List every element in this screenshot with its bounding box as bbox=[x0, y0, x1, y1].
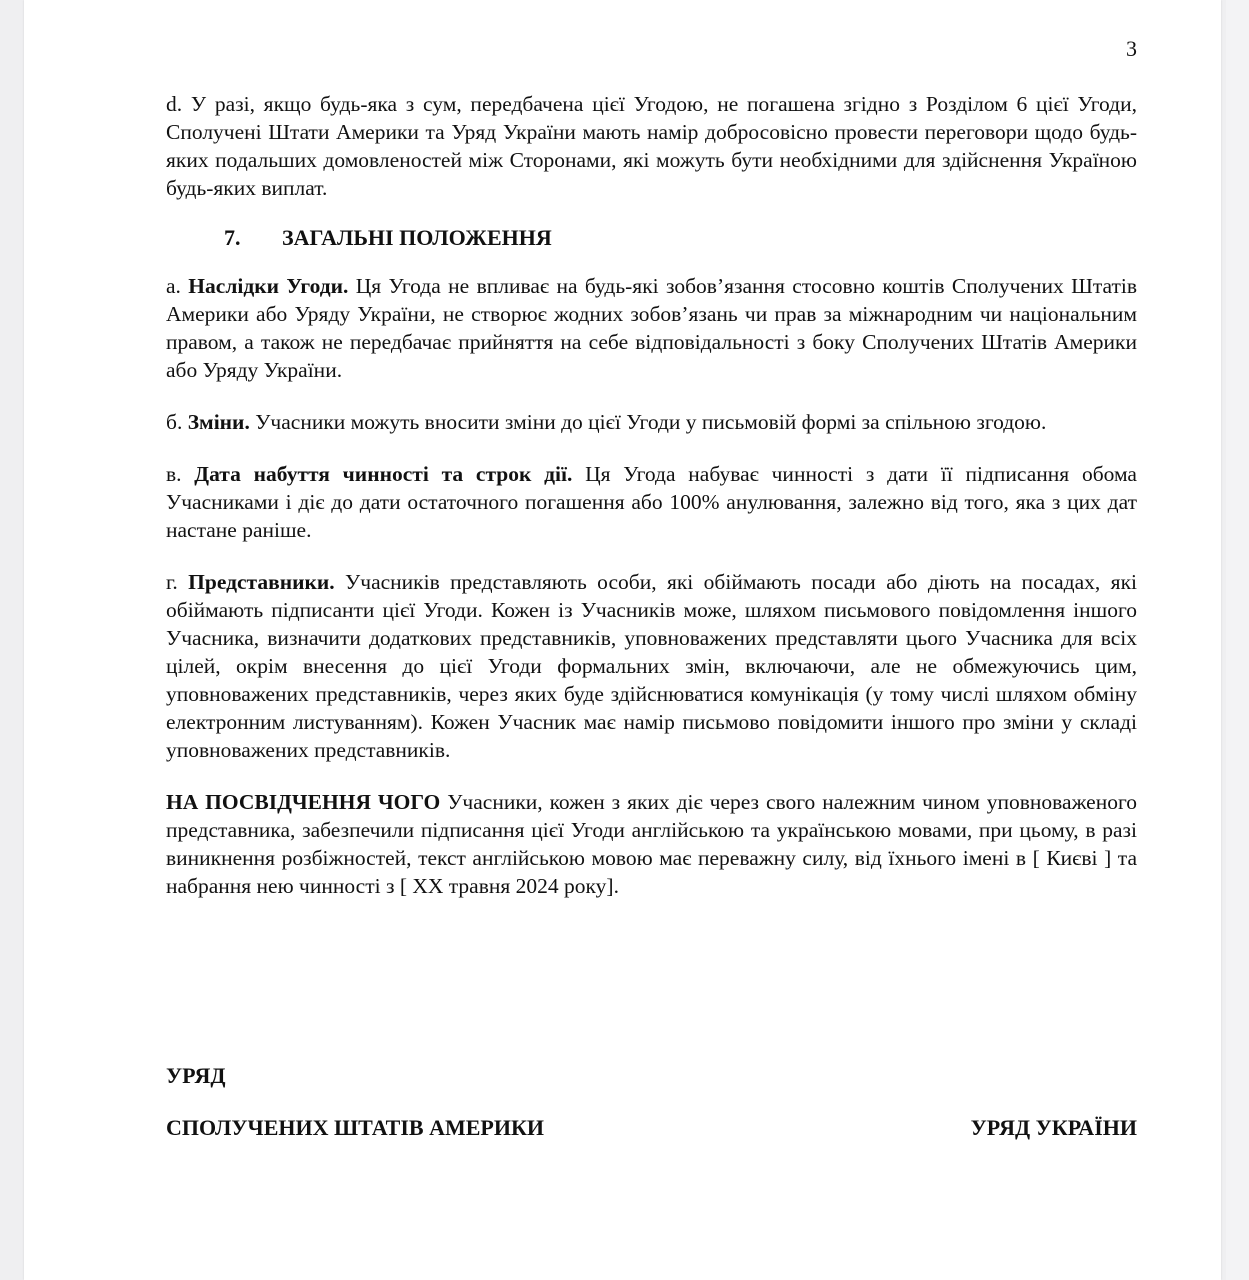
signature-ua: УРЯД УКРАЇНИ bbox=[970, 1115, 1137, 1140]
item-b-prefix: б. bbox=[166, 410, 188, 434]
witness-text: Учасники, кожен з яких діє через свого належним чином уповноваженого представника, забезпечили підписання цієї Угоди англійською та українською мовами, при цьому, в разі виникнення розбіжностей, текст англійською мовою має переважну силу, від їхнього імені в [ Києві ] та набрання нею чинності з [ XX травня 2024 року]. bbox=[166, 790, 1137, 898]
item-v bbox=[166, 460, 1137, 544]
signature-row bbox=[166, 1114, 1137, 1142]
item-g bbox=[166, 568, 1137, 764]
page-number: 3 bbox=[1126, 36, 1137, 61]
item-g-title: Представники. bbox=[188, 570, 335, 594]
document-body bbox=[166, 90, 1137, 900]
item-g-prefix: г. bbox=[166, 570, 189, 594]
signature-us-line2: СПОЛУЧЕНИХ ШТАТІВ АМЕРИКИ bbox=[166, 1115, 545, 1140]
item-a-text: Ця Угода не впливає на будь-які зобов’язання стосовно коштів Сполучених Штатів Америки або Уряду України, не створює жодних зобов’язань чи прав за міжнародним чи національним правом, а також не передбачає прийняття на себе відповідальності з боку Сполучених Штатів Америки або Уряду України. bbox=[166, 274, 1138, 382]
item-b-text: Учасники можуть вносити зміни до цієї Угоди у письмовій формі за спільною згодою. bbox=[249, 410, 1047, 434]
witness-paragraph bbox=[166, 788, 1137, 900]
item-v-prefix: в. bbox=[166, 462, 195, 486]
item-v-title: Дата набуття чинності та строк дії. bbox=[194, 462, 573, 486]
item-b bbox=[166, 408, 1137, 436]
item-a bbox=[166, 272, 1137, 384]
document-page bbox=[24, 0, 1221, 1280]
item-g-text: Учасників представляють особи, які обіймають посади або діють на посадах, які обіймають підписанти цієї Угоди. Кожен із Учасників може, шляхом письмового повідомлення іншого Учасника, визначити додаткових представників, уповноважених представляти цього Учасника для всіх цілей, окрім внесення до цієї Угоди формальних змін, включаючи, але не обмежуючись цим, уповноважених представників, через яких буде здійснюватися комунікація (у тому числі шляхом обміну електронним листуванням). Кожен Учасник має намір письмово повідомити іншого про зміни у складі уповноважених представників. bbox=[166, 570, 1137, 762]
paragraph-d bbox=[166, 90, 1137, 202]
section-7-title: ЗАГАЛЬНІ ПОЛОЖЕННЯ bbox=[282, 225, 552, 250]
witness-title: НА ПОСВІДЧЕННЯ ЧОГО bbox=[166, 790, 441, 814]
section-7-heading bbox=[166, 224, 1137, 252]
section-7-number: 7. bbox=[224, 225, 241, 250]
item-v-text: Ця Угода набуває чинності з дати її підписання обома Учасниками і діє до дати остаточного погашення або 100% анулювання, залежно від того, яка з цих дат настане раніше. bbox=[166, 462, 1137, 542]
item-b-title: Зміни. bbox=[187, 410, 250, 434]
item-a-prefix: a. bbox=[166, 274, 189, 298]
paragraph-d-text: d. У разі, якщо будь-яка з сум, передбачена цієї Угодою, не погашена згідно з Розділом 6 цієї Угоди, Сполучені Штати Америки та Уряд України мають намір добросовісно провести переговори щодо будь-яких подальших домовленостей між Сторонами, які можуть бути необхідними для здійснення Україною будь-яких виплат. bbox=[166, 92, 1137, 200]
signature-us-line1: УРЯД bbox=[166, 1063, 226, 1088]
scrollbar-track[interactable] bbox=[1226, 0, 1249, 1280]
item-a-title: Наслідки Угоди. bbox=[188, 274, 349, 298]
